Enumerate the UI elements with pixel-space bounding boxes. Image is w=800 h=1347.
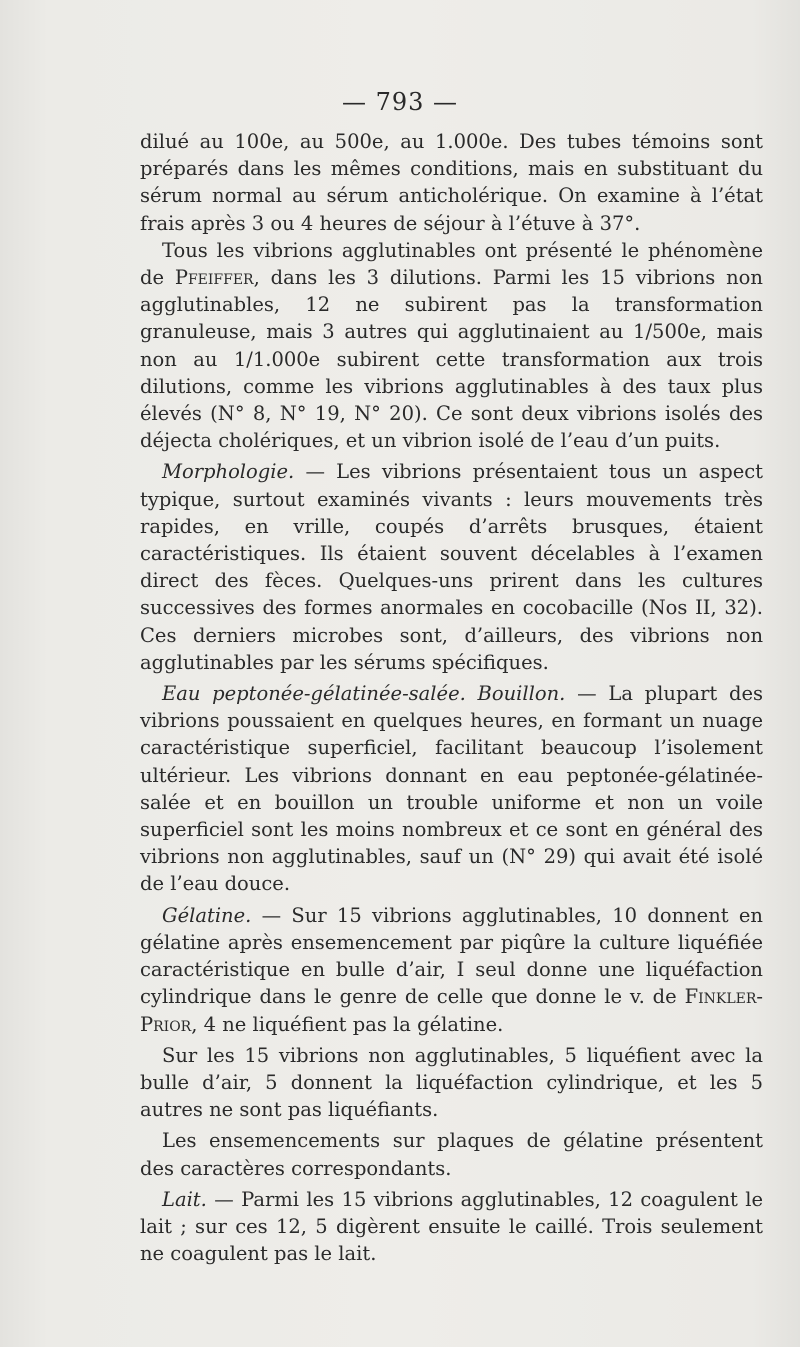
paragraph-gelatine: [140, 902, 763, 1038]
author-name-pfeiffer: Pfeiffer: [174, 266, 254, 290]
paragraph-text: , dans les 3 dilutions. Parmi les 15 vibrions non agglutinables, 12 ne subirent pas la transformation granuleuse, mais 3 autres qui agglutinaient au 1/500e, mais non au 1/1.000e subirent cette transformation aux trois dilutions, comme les vibrions agglutinables à des taux plus élevés (N° 8, N° 19, N° 20). Ce sont deux vibrions isolés des déjecta cholériques, et un vibrion isolé de l’eau d’un puits.: [140, 266, 763, 453]
page-number: — 793 —: [341, 88, 459, 116]
paragraph-dilution-continued: dilué au 100e, au 500e, au 1.000e. Des tubes témoins sont préparés dans les mêmes conditions, mais en substituant du sérum normal au sérum anticholérique. On examine à l’état frais après 3 ou 4 heures de séjour à l’étuve à 37°.: [140, 130, 763, 235]
body-text: [140, 128, 763, 1267]
paragraph-text: — Parmi les 15 vibrions agglutinables, 12 coagulent le lait ; sur ces 12, 5 digèrent ensuite le caillé. Trois seulement ne coagulent pas le lait.: [140, 1187, 763, 1266]
section-title-lait: Lait.: [162, 1187, 207, 1211]
section-title-morphologie: Morphologie.: [162, 460, 295, 484]
paragraph-text: — Sur 15 vibrions agglutinables, 10 donnent en gélatine après ensemencement par piqûre la culture liquéfiée caractéristique en bulle d’air, I seul donne une liquéfaction cylindrique dans le genre de celle que donne le v. de: [140, 903, 763, 1009]
paragraph-eau-peptonee: [140, 680, 763, 898]
section-title-gelatine: Gélatine.: [162, 903, 252, 927]
author-name-finkler-prior: Finkler-Prior: [140, 985, 763, 1036]
paragraph-non-agglutinables: Sur les 15 vibrions non agglutinables, 5 liquéfient avec la bulle d’air, 5 donnent la liquéfaction cylindrique, et les 5 autres ne sont pas liquéfiants.: [140, 1043, 763, 1122]
paragraph-morphologie: [140, 458, 763, 676]
paragraph-text: Tous les vibrions agglutinables ont présenté le phénomène de: [140, 238, 763, 290]
paragraph-text: — La plupart des vibrions poussaient en quelques heures, en formant un nuage caractéristique superficiel, facilitant beaucoup l’isolement ultérieur. Les vibrions donnant en eau peptonée-gélatinée-salée et en bouillon un trouble uniforme et non un voile superficiel sont les moins nombreux et ce sont en général des vibrions non agglutinables, sauf un (N° 29) qui avait été isolé de l’eau douce.: [140, 682, 764, 896]
paragraph-pfeiffer-phenomenon: [140, 237, 763, 455]
paragraph-text: — Les vibrions présentaient tous un aspect typique, surtout examinés vivants : leurs mouvements très rapides, en vrille, coupés d’arrêts brusques, étaient caractéristiques. Ils étaient souvent décelables à l’examen direct des fèces. Quelques-uns prirent dans les cultures successives des formes anormales en cocobacille (Nos II, 32). Ces derniers microbes sont, d’ailleurs, des vibrions non agglutinables par les sérums spécifiques.: [140, 460, 763, 674]
section-title-eau-peptonee: Eau peptonée-gélatinée-salée. Bouillon.: [162, 682, 566, 706]
paragraph-plaques: Les ensemencements sur plaques de gélatine présentent des caractères correspondants.: [140, 1129, 763, 1180]
paragraph-lait: [140, 1186, 763, 1268]
paragraph-text: , 4 ne liquéfient pas la gélatine.: [191, 1012, 504, 1036]
